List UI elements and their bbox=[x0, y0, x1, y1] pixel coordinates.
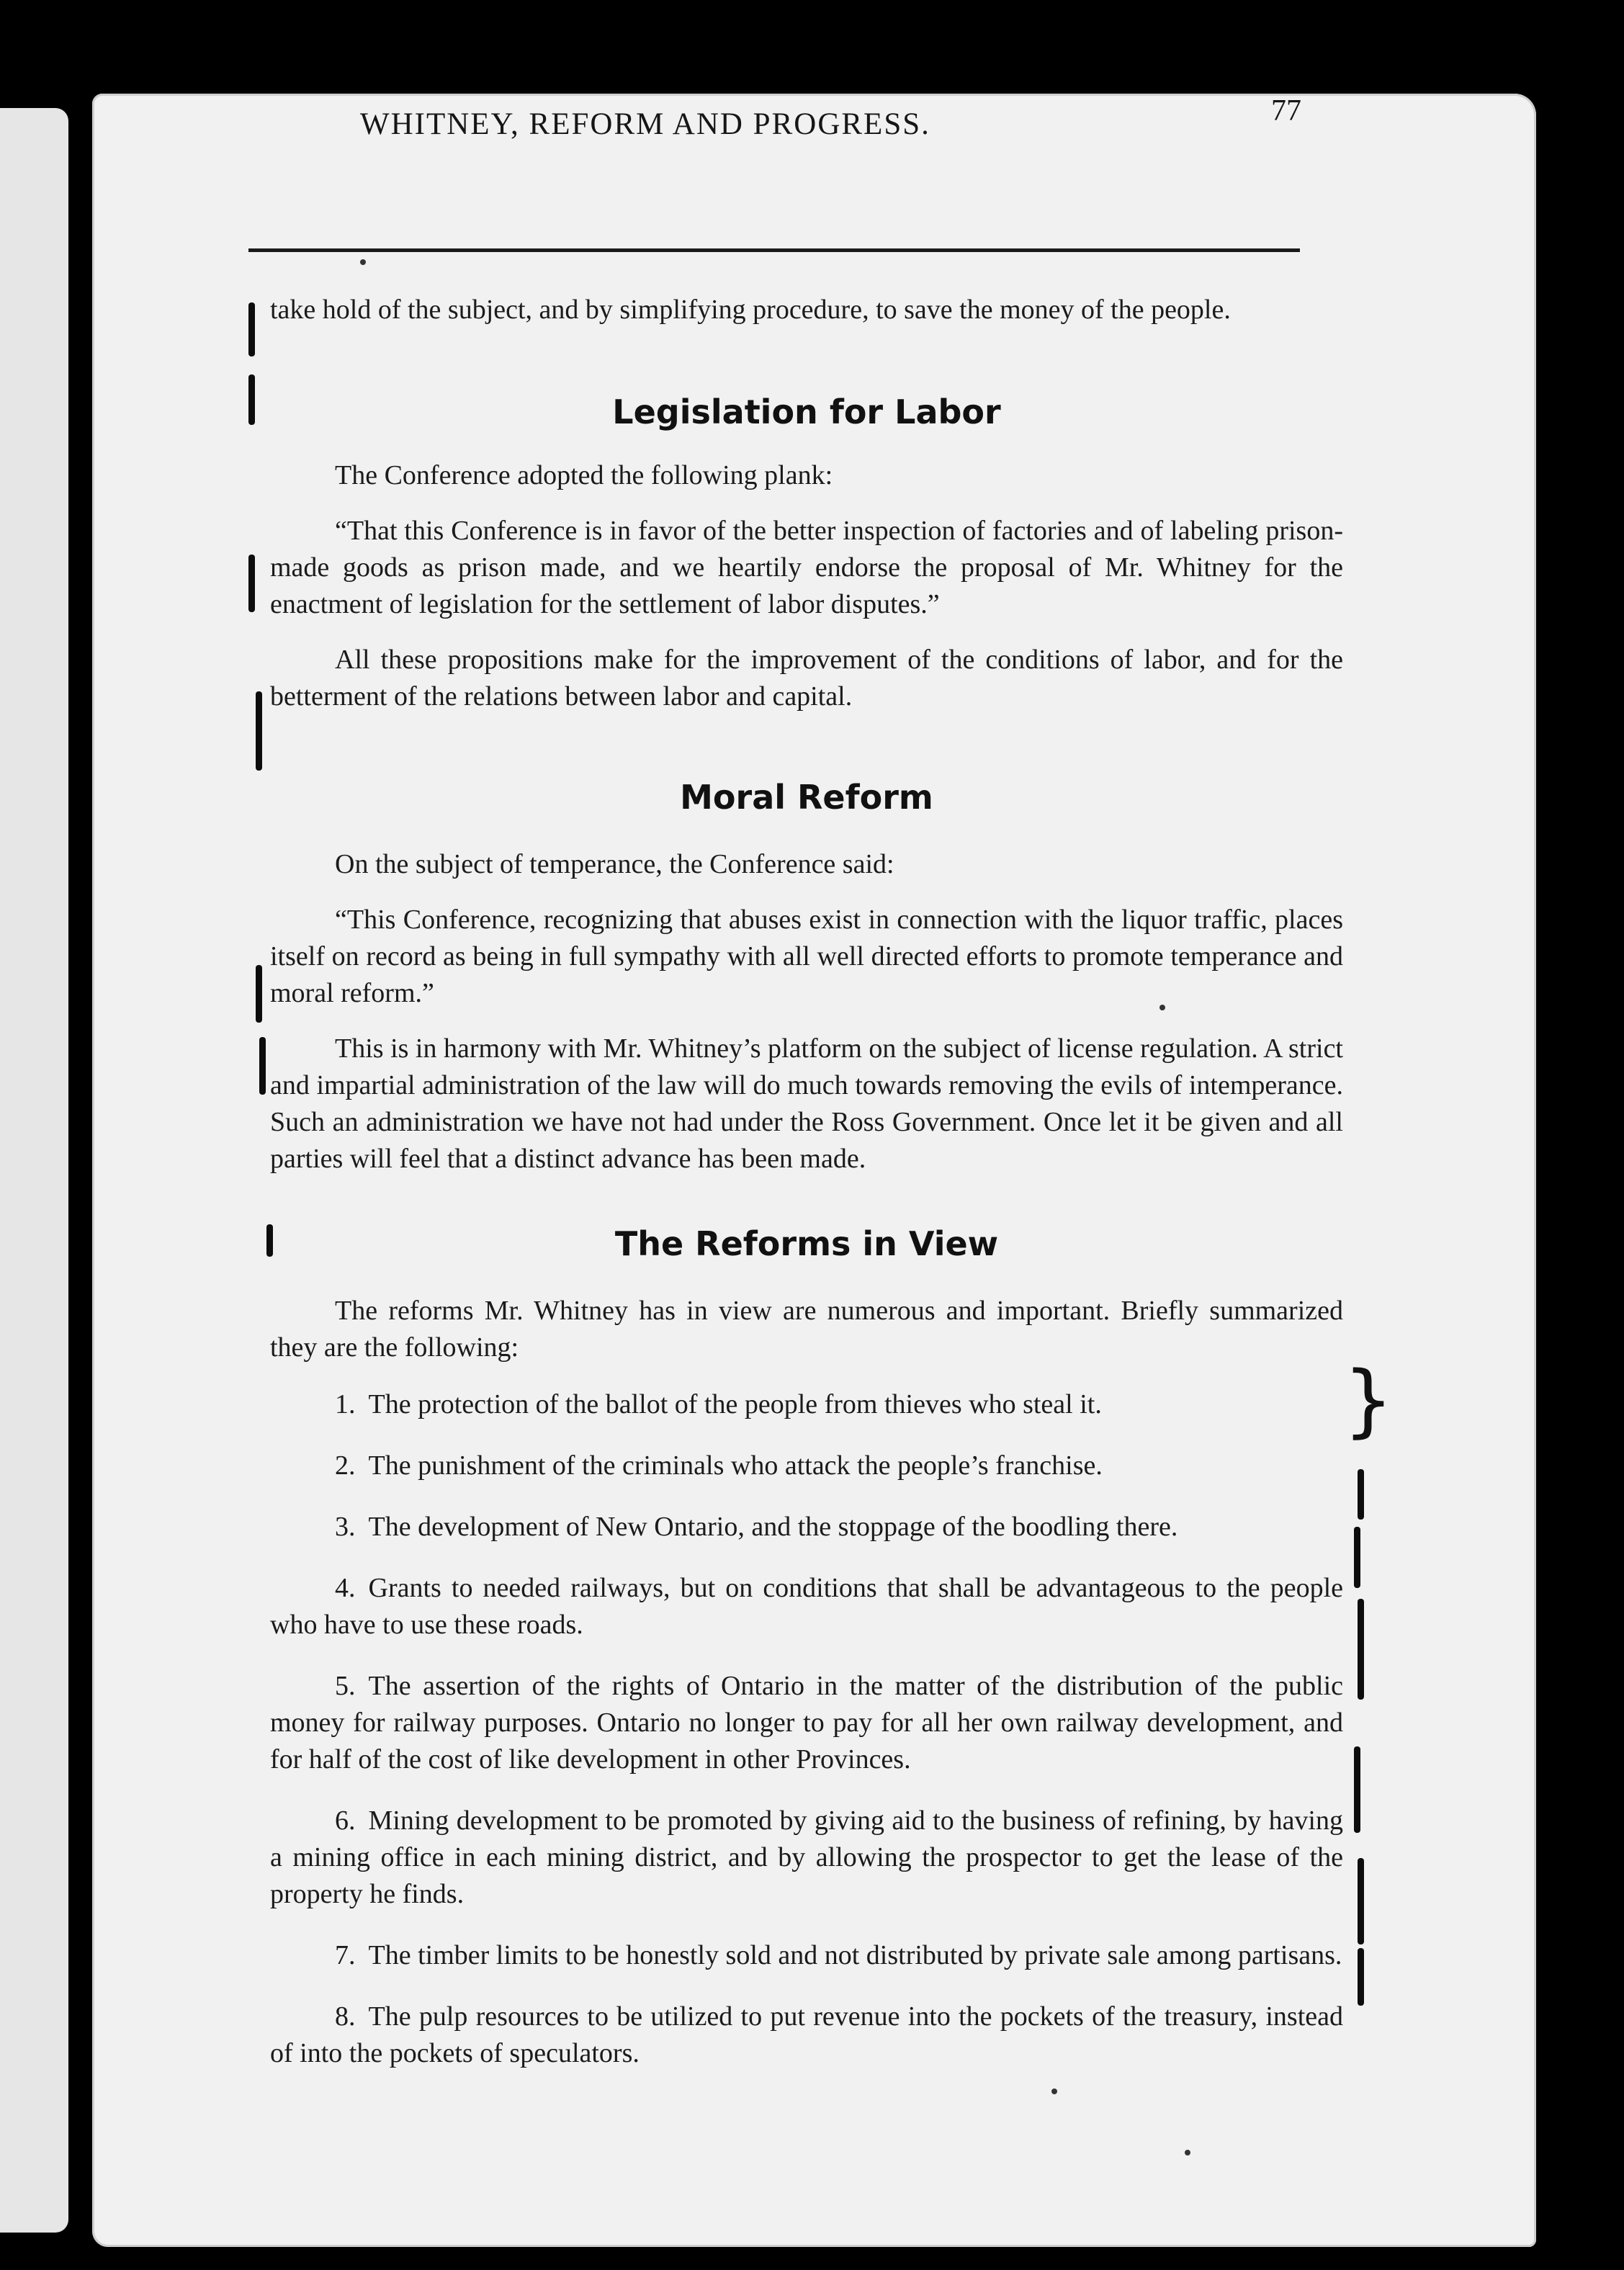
margin-brace-mark: } bbox=[1343, 1354, 1394, 1446]
intro-text: take hold of the subject, and by simplifying procedure, to save the money of the people. bbox=[270, 295, 1231, 325]
list-item: 7. The timber limits to be honestly sold and not distributed by private sale among partisans. bbox=[335, 1940, 1342, 1970]
list-item: 6. Mining development to be promoted by giving aid to the business of refining, by having a mining office in each mining district, and by allowing the prospector to get the lease of the property he finds. bbox=[270, 1805, 1343, 1909]
page-number: 77 bbox=[1271, 94, 1301, 127]
section-heading-reforms: The Reforms in View bbox=[614, 1224, 999, 1263]
margin-mark bbox=[1358, 1599, 1364, 1700]
speck bbox=[1185, 2150, 1190, 2155]
margin-mark bbox=[248, 302, 255, 356]
margin-mark bbox=[256, 691, 262, 771]
reforms-intro bbox=[270, 1293, 1343, 1366]
margin-mark bbox=[1358, 1948, 1364, 2006]
section-heading-labor: Legislation for Labor bbox=[612, 392, 1001, 431]
moral-paragraph-3: This is in harmony with Mr. Whitney’s platform on the subject of license regulation. A strict and impartial administration of the law will do much towards removing the evils of intemperance. Such an administration we have not had under the Ross Government. Once let it be given and all parties will feel that a distinct advance has been made. bbox=[270, 1033, 1343, 1174]
list-item: 4. Grants to needed railways, but on conditions that shall be advantageous to the people who have to use these roads. bbox=[270, 1573, 1343, 1640]
labor-paragraph-3: All these propositions make for the improvement of the conditions of labor, and for the betterment of the relations between labor and capital. bbox=[270, 645, 1343, 712]
labor-paragraph-1: The Conference adopted the following plank: bbox=[335, 460, 833, 490]
page-header bbox=[360, 94, 1301, 171]
speck bbox=[1159, 1005, 1165, 1010]
list-item: 2. The punishment of the criminals who attack the people’s franchise. bbox=[335, 1450, 1103, 1481]
list-item: 3. The development of New Ontario, and the stoppage of the boodling there. bbox=[335, 1512, 1178, 1542]
list-item: 1. The protection of the ballot of the people from thieves who steal it. bbox=[335, 1389, 1102, 1419]
header-rule bbox=[248, 248, 1300, 252]
margin-mark bbox=[259, 1037, 266, 1095]
speck bbox=[360, 259, 366, 265]
margin-mark bbox=[1358, 1858, 1364, 1944]
moral-paragraph-1: On the subject of temperance, the Conference said: bbox=[335, 849, 894, 879]
margin-mark bbox=[256, 965, 262, 1023]
running-title: WHITNEY, REFORM AND PROGRESS. bbox=[360, 107, 930, 141]
margin-mark bbox=[266, 1224, 273, 1257]
reforms-paragraph-1: The reforms Mr. Whitney has in view are numerous and important. Briefly summarized they are the following: bbox=[270, 1296, 1343, 1363]
margin-mark bbox=[248, 555, 255, 612]
section-heading-moral: Moral Reform bbox=[680, 778, 933, 817]
margin-mark bbox=[1358, 1469, 1364, 1520]
margin-mark bbox=[1354, 1527, 1360, 1588]
adjacent-page-edge bbox=[0, 108, 68, 2233]
moral-paragraph-2: “This Conference, recognizing that abuses exist in connection with the liquor traffic, places itself on record as being in full sympathy with all well directed efforts to promote temperance and moral reform.” bbox=[270, 905, 1343, 1008]
intro-paragraph bbox=[270, 292, 1343, 328]
margin-mark bbox=[1354, 1746, 1360, 1833]
list-item: 5. The assertion of the rights of Ontario in the matter of the distribution of the public money for railway purposes. Ontario no longer to pay for all her own railway development, and for half of the cost of like development in other Provinces. bbox=[270, 1671, 1343, 1775]
labor-section-body bbox=[270, 457, 1343, 715]
moral-section-body bbox=[270, 846, 1343, 1177]
reforms-list bbox=[270, 1386, 1343, 2096]
labor-paragraph-2: “That this Conference is in favor of the better inspection of factories and of labeling prison-made goods as prison made, and we heartily endorse the proposal of Mr. Whitney for the enactment of legislation for the settlement of labor disputes.” bbox=[270, 516, 1343, 619]
speck bbox=[1051, 2089, 1057, 2094]
margin-mark bbox=[248, 374, 255, 425]
list-item: 8. The pulp resources to be utilized to put revenue into the pockets of the treasury, instead of into the pockets of speculators. bbox=[270, 2001, 1343, 2068]
